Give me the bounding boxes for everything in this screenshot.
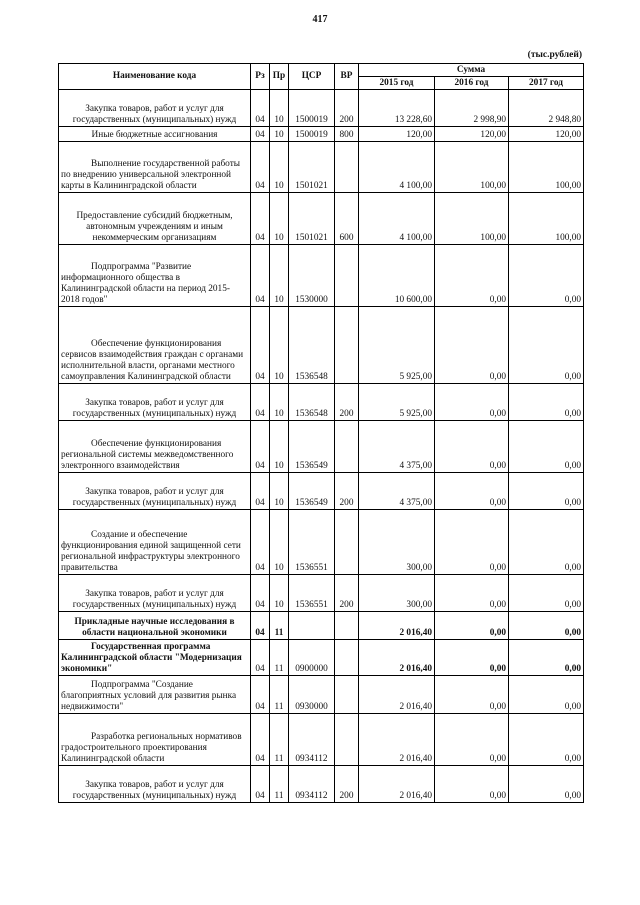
- header-sum: Сумма: [359, 64, 584, 77]
- row-pr: 11: [270, 766, 289, 803]
- row-rz: 04: [251, 193, 270, 245]
- row-rz: 04: [251, 676, 270, 714]
- header-pr: Пр: [270, 64, 289, 90]
- row-2017: 0,00: [509, 384, 584, 421]
- row-rz: 04: [251, 575, 270, 612]
- row-name: Государственная программа Калининградской области "Модернизация экономики": [59, 640, 251, 676]
- row-pr: 10: [270, 127, 289, 142]
- row-csr: 0934112: [289, 714, 335, 766]
- row-pr: 11: [270, 676, 289, 714]
- row-pr: 10: [270, 510, 289, 575]
- row-rz: 04: [251, 766, 270, 803]
- row-2016: 0,00: [435, 612, 509, 640]
- row-rz: 04: [251, 473, 270, 510]
- row-2017: 100,00: [509, 142, 584, 193]
- row-2017: 0,00: [509, 473, 584, 510]
- row-csr: 0930000: [289, 676, 335, 714]
- row-2017: 0,00: [509, 612, 584, 640]
- row-csr: 1501021: [289, 193, 335, 245]
- row-name: Предоставление субсидий бюджетным, автономным учреждениям и иным некоммерческим организациям: [59, 193, 251, 245]
- row-pr: 11: [270, 612, 289, 640]
- row-rz: 04: [251, 142, 270, 193]
- header-2017: 2017 год: [509, 77, 584, 90]
- row-2016: 0,00: [435, 245, 509, 307]
- row-csr: 1536551: [289, 575, 335, 612]
- row-pr: 11: [270, 640, 289, 676]
- row-vr: 800: [335, 127, 359, 142]
- row-2015: 2 016,40: [359, 640, 435, 676]
- row-csr: 1501021: [289, 142, 335, 193]
- table-row: [59, 193, 584, 245]
- row-2016: 0,00: [435, 510, 509, 575]
- row-pr: 10: [270, 193, 289, 245]
- row-rz: 04: [251, 421, 270, 473]
- table-row: [59, 245, 584, 307]
- row-vr: 200: [335, 473, 359, 510]
- row-csr: 1530000: [289, 245, 335, 307]
- row-2016: 0,00: [435, 640, 509, 676]
- row-csr: 1536549: [289, 473, 335, 510]
- units-label: (тыс.рублей): [527, 50, 582, 60]
- row-pr: 11: [270, 714, 289, 766]
- row-vr: 600: [335, 193, 359, 245]
- row-2015: 2 016,40: [359, 676, 435, 714]
- row-pr: 10: [270, 384, 289, 421]
- row-vr: [335, 612, 359, 640]
- table-row: [59, 766, 584, 803]
- row-rz: 04: [251, 90, 270, 127]
- row-name: Подпрограмма "Развитие информационного общества в Калининградской области на период 2015-2018 годов": [59, 245, 251, 307]
- table-row: [59, 640, 584, 676]
- row-csr: [289, 612, 335, 640]
- row-2016: 0,00: [435, 575, 509, 612]
- row-2015: 2 016,40: [359, 612, 435, 640]
- row-2017: 0,00: [509, 307, 584, 384]
- row-pr: 10: [270, 245, 289, 307]
- row-csr: 1536548: [289, 307, 335, 384]
- table-row: [59, 142, 584, 193]
- row-rz: 04: [251, 714, 270, 766]
- row-2017: 0,00: [509, 510, 584, 575]
- page-number: 417: [312, 14, 328, 25]
- row-2016: 100,00: [435, 193, 509, 245]
- table-row: [59, 90, 584, 127]
- row-vr: 200: [335, 766, 359, 803]
- row-2015: 13 228,60: [359, 90, 435, 127]
- row-pr: 10: [270, 421, 289, 473]
- header-2016: 2016 год: [435, 77, 509, 90]
- row-2015: 5 925,00: [359, 384, 435, 421]
- row-2017: 2 948,80: [509, 90, 584, 127]
- row-2015: 4 100,00: [359, 193, 435, 245]
- row-2016: 0,00: [435, 473, 509, 510]
- header-2015: 2015 год: [359, 77, 435, 90]
- row-2017: 0,00: [509, 766, 584, 803]
- row-rz: 04: [251, 245, 270, 307]
- row-2016: 0,00: [435, 307, 509, 384]
- row-2015: 300,00: [359, 575, 435, 612]
- row-csr: 1536548: [289, 384, 335, 421]
- table-row: [59, 676, 584, 714]
- row-name: Выполнение государственной работы по внедрению универсальной электронной карты в Калининградской области: [59, 142, 251, 193]
- row-name: Закупка товаров, работ и услуг для государственных (муниципальных) нужд: [59, 384, 251, 421]
- row-rz: 04: [251, 384, 270, 421]
- row-rz: 04: [251, 612, 270, 640]
- row-csr: 1500019: [289, 127, 335, 142]
- row-vr: [335, 676, 359, 714]
- row-csr: 1500019: [289, 90, 335, 127]
- row-vr: [335, 510, 359, 575]
- row-name: Подпрограмма "Создание благоприятных условий для развития рынка недвижимости": [59, 676, 251, 714]
- row-2015: 5 925,00: [359, 307, 435, 384]
- row-2016: 0,00: [435, 676, 509, 714]
- budget-table: [58, 63, 584, 803]
- row-name: Прикладные научные исследования в области национальной экономики: [59, 612, 251, 640]
- row-name: Иные бюджетные ассигнования: [59, 127, 251, 142]
- table-row: [59, 612, 584, 640]
- header-name: Наименование кода: [59, 64, 251, 90]
- row-name: Разработка региональных нормативов градостроительного проектирования Калининградской области: [59, 714, 251, 766]
- row-csr: 0934112: [289, 766, 335, 803]
- row-2016: 100,00: [435, 142, 509, 193]
- row-vr: 200: [335, 384, 359, 421]
- row-name: Создание и обеспечение функционирования единой защищенной сети региональной инфраструктуры электронного правительства: [59, 510, 251, 575]
- row-2015: 4 375,00: [359, 421, 435, 473]
- row-2016: 0,00: [435, 384, 509, 421]
- row-csr: 1536549: [289, 421, 335, 473]
- row-vr: [335, 245, 359, 307]
- row-vr: [335, 307, 359, 384]
- table-row: [59, 714, 584, 766]
- row-pr: 10: [270, 307, 289, 384]
- table-row: [59, 510, 584, 575]
- row-2017: 0,00: [509, 575, 584, 612]
- row-2016: 0,00: [435, 421, 509, 473]
- row-2015: 2 016,40: [359, 766, 435, 803]
- row-2015: 4 100,00: [359, 142, 435, 193]
- row-rz: 04: [251, 307, 270, 384]
- row-rz: 04: [251, 127, 270, 142]
- row-name: Обеспечение функционирования сервисов взаимодействия граждан с органами исполнительной власти, органами местного самоуправления Калининградской области: [59, 307, 251, 384]
- table-row: [59, 473, 584, 510]
- row-pr: 10: [270, 142, 289, 193]
- row-2016: 2 998,90: [435, 90, 509, 127]
- row-name: Закупка товаров, работ и услуг для государственных (муниципальных) нужд: [59, 575, 251, 612]
- row-2015: 120,00: [359, 127, 435, 142]
- row-vr: 200: [335, 575, 359, 612]
- row-2016: 120,00: [435, 127, 509, 142]
- row-vr: [335, 142, 359, 193]
- table-row: [59, 384, 584, 421]
- row-vr: 200: [335, 90, 359, 127]
- table-row: [59, 127, 584, 142]
- row-name: Обеспечение функционирования региональной системы межведомственного электронного взаимодействия: [59, 421, 251, 473]
- row-vr: [335, 714, 359, 766]
- row-csr: 0900000: [289, 640, 335, 676]
- row-vr: [335, 421, 359, 473]
- row-2017: 0,00: [509, 676, 584, 714]
- row-name: Закупка товаров, работ и услуг для государственных (муниципальных) нужд: [59, 473, 251, 510]
- row-2015: 4 375,00: [359, 473, 435, 510]
- row-2017: 100,00: [509, 193, 584, 245]
- row-2015: 300,00: [359, 510, 435, 575]
- row-2017: 0,00: [509, 245, 584, 307]
- row-pr: 10: [270, 90, 289, 127]
- row-2016: 0,00: [435, 714, 509, 766]
- row-2016: 0,00: [435, 766, 509, 803]
- header-csr: ЦСР: [289, 64, 335, 90]
- row-2017: 120,00: [509, 127, 584, 142]
- row-vr: [335, 640, 359, 676]
- row-rz: 04: [251, 640, 270, 676]
- row-pr: 10: [270, 473, 289, 510]
- table-row: [59, 421, 584, 473]
- table-row: [59, 575, 584, 612]
- table-row: [59, 307, 584, 384]
- header-rz: Рз: [251, 64, 270, 90]
- row-pr: 10: [270, 575, 289, 612]
- row-2015: 2 016,40: [359, 714, 435, 766]
- row-name: Закупка товаров, работ и услуг для государственных (муниципальных) нужд: [59, 766, 251, 803]
- row-2017: 0,00: [509, 640, 584, 676]
- row-rz: 04: [251, 510, 270, 575]
- row-csr: 1536551: [289, 510, 335, 575]
- row-2015: 10 600,00: [359, 245, 435, 307]
- header-vr: ВР: [335, 64, 359, 90]
- row-name: Закупка товаров, работ и услуг для государственных (муниципальных) нужд: [59, 90, 251, 127]
- row-2017: 0,00: [509, 714, 584, 766]
- row-2017: 0,00: [509, 421, 584, 473]
